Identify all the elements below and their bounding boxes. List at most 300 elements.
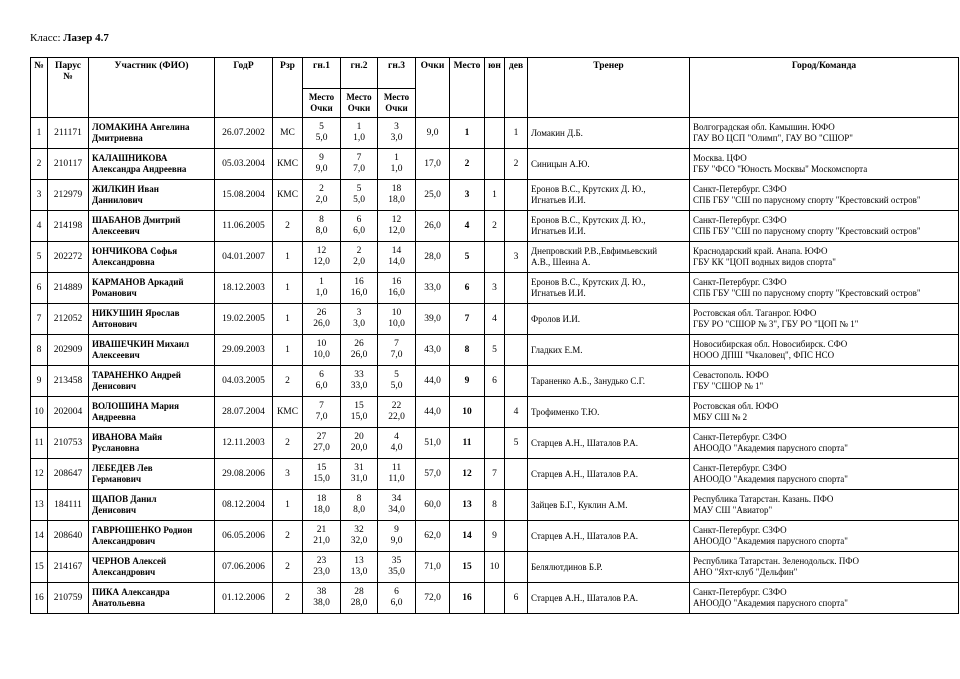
race3-result-line2: 4,0 xyxy=(390,443,403,453)
sport-rank: КМС xyxy=(273,149,303,180)
sail-number: 202004 xyxy=(48,397,89,428)
col-header-coach: Тренер xyxy=(528,58,690,118)
participant-name xyxy=(89,521,215,552)
participant-patronymic: Анатольевна xyxy=(92,598,145,608)
participant-name xyxy=(89,273,215,304)
city-team xyxy=(690,583,959,614)
boys-place: 6 xyxy=(485,366,505,397)
race3-result xyxy=(378,490,416,521)
col-header-boys: юн xyxy=(485,58,505,118)
coach-line1: Трофименко Т.Ю. xyxy=(531,406,600,417)
participant-patronymic: Руслановна xyxy=(92,443,140,453)
table-row xyxy=(31,211,959,242)
row-num: 9 xyxy=(31,366,48,397)
race3-result-line1: 34 xyxy=(391,494,402,504)
participant-patronymic: Александрович xyxy=(92,536,156,546)
birth-date: 19.02.2005 xyxy=(215,304,273,335)
race3-result-line1: 9 xyxy=(394,525,399,535)
team-line: ГАУ ВО ЦСП "Олимп", ГАУ ВО "СШОР" xyxy=(693,133,853,143)
race3-result xyxy=(378,428,416,459)
participant-name xyxy=(89,459,215,490)
total-points: 44,0 xyxy=(416,366,450,397)
table-row xyxy=(31,583,959,614)
participant-patronymic: Романович xyxy=(92,288,137,298)
race1-result xyxy=(303,180,341,211)
race2-result xyxy=(341,304,378,335)
participant-patronymic: Александрович xyxy=(92,567,156,577)
participant-surname-first: ВОЛОШИНА Мария xyxy=(92,401,179,411)
table-row xyxy=(31,459,959,490)
total-points: 17,0 xyxy=(416,149,450,180)
results-table xyxy=(30,57,959,614)
city-team xyxy=(690,242,959,273)
race2-result-line1: 8 xyxy=(356,494,362,504)
total-points: 33,0 xyxy=(416,273,450,304)
city-line: Санкт-Петербург. СЗФО xyxy=(693,215,787,225)
race2-result-line1: 7 xyxy=(356,153,362,163)
coach-line1: Еронов В.С., Крутских Д. Ю., xyxy=(531,215,646,225)
race1-result-line2: 38,0 xyxy=(313,598,330,608)
table-row xyxy=(31,521,959,552)
team-line: АНООДО "Академия парусного спорта" xyxy=(693,474,848,484)
race1-subheader xyxy=(303,89,341,118)
race3-result-line2: 11,0 xyxy=(388,474,405,484)
table-row xyxy=(31,180,959,211)
coach-line2: А.В., Шеина А. xyxy=(531,257,591,267)
total-points: 60,0 xyxy=(416,490,450,521)
total-points: 44,0 xyxy=(416,397,450,428)
race2-result-line1: 15 xyxy=(354,401,364,411)
race1-result xyxy=(303,211,341,242)
race3-result xyxy=(378,335,416,366)
city-team xyxy=(690,118,959,149)
race2-result xyxy=(341,397,378,428)
col-header-name: Участник (ФИО) xyxy=(89,58,215,118)
sail-number: 202272 xyxy=(48,242,89,273)
sail-number: 202909 xyxy=(48,335,89,366)
city-line: Волгоградская обл. Камышин. ЮФО xyxy=(693,122,835,132)
race2-result-line1: 32 xyxy=(354,525,364,535)
coach-line1: Старцев А.Н., Шаталов Р.А. xyxy=(531,437,639,448)
birth-date: 26.07.2002 xyxy=(215,118,273,149)
race1-result xyxy=(303,490,341,521)
race1-result-line2: 26,0 xyxy=(313,319,330,329)
boys-place xyxy=(485,242,505,273)
team-line: МАУ СШ "Авиатор" xyxy=(693,505,773,515)
race2-result xyxy=(341,273,378,304)
race2-result-line2: 32,0 xyxy=(350,536,368,546)
race3-result xyxy=(378,304,416,335)
race2-result xyxy=(341,521,378,552)
sport-rank: 1 xyxy=(273,242,303,273)
race1-result-line2: 18,0 xyxy=(313,505,330,515)
city-team xyxy=(690,459,959,490)
city-line: Новосибирская обл. Новосибирск. СФО xyxy=(693,339,848,349)
participant-patronymic: Александровна xyxy=(92,257,155,267)
race3-result-line1: 5 xyxy=(394,370,399,380)
final-place: 6 xyxy=(450,273,485,304)
sport-rank: 1 xyxy=(273,490,303,521)
city-team xyxy=(690,428,959,459)
boys-place: 7 xyxy=(485,459,505,490)
race3-result xyxy=(378,118,416,149)
city-team xyxy=(690,304,959,335)
race3-result xyxy=(378,180,416,211)
race2-result-line1: 28 xyxy=(354,587,364,597)
birth-date: 01.12.2006 xyxy=(215,583,273,614)
race3-result-line2: 9,0 xyxy=(390,536,403,546)
final-place: 15 xyxy=(450,552,485,583)
sail-number: 184111 xyxy=(48,490,89,521)
total-points: 25,0 xyxy=(416,180,450,211)
race3-result xyxy=(378,583,416,614)
race2-result-line2: 5,0 xyxy=(353,195,365,205)
race2-result-line2: 20,0 xyxy=(350,443,368,453)
row-num: 4 xyxy=(31,211,48,242)
race1-result-line1: 18 xyxy=(316,494,327,504)
row-num: 1 xyxy=(31,118,48,149)
participant-name xyxy=(89,335,215,366)
race1-result-line2: 9,0 xyxy=(315,164,328,174)
race3-result-line2: 34,0 xyxy=(388,505,405,515)
sub-place: Место xyxy=(346,92,372,102)
col-header-place: Место xyxy=(450,58,485,118)
race2-result-line2: 2,0 xyxy=(353,257,365,267)
boys-place: 4 xyxy=(485,304,505,335)
boys-place xyxy=(485,428,505,459)
sail-number: 208640 xyxy=(48,521,89,552)
participant-surname-first: ТАРАНЕНКО Андрей xyxy=(92,370,181,380)
race2-result-line2: 13,0 xyxy=(350,567,368,577)
class-label: Класс: xyxy=(30,32,61,44)
participant-surname-first: ИВАШЕЧКИН Михаил xyxy=(92,339,190,349)
participant-name xyxy=(89,490,215,521)
participant-surname-first: ШАБАНОВ Дмитрий xyxy=(92,215,181,225)
race1-result-line1: 2 xyxy=(319,184,324,194)
table-row xyxy=(31,149,959,180)
race2-result-line1: 26 xyxy=(354,339,364,349)
table-row xyxy=(31,242,959,273)
sub-place: Место xyxy=(383,92,410,102)
final-place: 5 xyxy=(450,242,485,273)
race1-result-line2: 6,0 xyxy=(315,381,328,391)
team-line: СПБ ГБУ "СШ по парусному спорту "Крестовский остров" xyxy=(693,288,921,298)
final-place: 13 xyxy=(450,490,485,521)
total-points: 62,0 xyxy=(416,521,450,552)
race2-result-line2: 33,0 xyxy=(350,381,368,391)
race1-result-line1: 26 xyxy=(316,308,327,318)
participant-name xyxy=(89,583,215,614)
sail-number: 214167 xyxy=(48,552,89,583)
race1-result xyxy=(303,149,341,180)
total-points: 72,0 xyxy=(416,583,450,614)
city-line: Москва. ЦФО xyxy=(693,153,747,163)
race2-result-line1: 1 xyxy=(356,122,362,132)
coach-line1: Тараненко А.Б., Занудько С.Г. xyxy=(531,375,646,386)
sail-number: 214889 xyxy=(48,273,89,304)
row-num: 12 xyxy=(31,459,48,490)
race1-result-line2: 27,0 xyxy=(313,443,330,453)
race2-result-line2: 1,0 xyxy=(353,133,365,143)
city-line: Ростовская обл. Таганрог. ЮФО xyxy=(693,308,817,318)
coach-line1: Белялютдинов Б.Р. xyxy=(531,561,603,572)
final-place: 11 xyxy=(450,428,485,459)
team-line: АНООДО "Академия парусного спорта" xyxy=(693,443,848,453)
participant-surname-first: КАЛАШНИКОВА xyxy=(92,153,168,163)
race3-result-line2: 6,0 xyxy=(390,598,403,608)
row-num: 5 xyxy=(31,242,48,273)
race3-result-line2: 12,0 xyxy=(388,226,405,236)
coach-line1: Старцев А.Н., Шаталов Р.А. xyxy=(531,468,639,479)
team-line: СПБ ГБУ "СШ по парусному спорту "Крестовский остров" xyxy=(693,195,921,205)
race2-result-line1: 33 xyxy=(354,370,364,380)
race1-result xyxy=(303,583,341,614)
sub-points: Очки xyxy=(385,103,408,113)
row-num: 11 xyxy=(31,428,48,459)
coach xyxy=(528,366,690,397)
col-header-race3: гн.3 xyxy=(378,58,416,89)
participant-name xyxy=(89,366,215,397)
race1-result-line2: 10,0 xyxy=(313,350,330,360)
city-team xyxy=(690,149,959,180)
sub-points: Очки xyxy=(347,103,371,113)
row-num: 15 xyxy=(31,552,48,583)
sub-place: Место xyxy=(308,92,335,102)
final-place: 7 xyxy=(450,304,485,335)
race1-result-line2: 2,0 xyxy=(315,195,328,205)
coach-line1: Зайцев Б.Г., Куклин А.М. xyxy=(531,499,628,510)
sport-rank: 2 xyxy=(273,521,303,552)
race1-result xyxy=(303,428,341,459)
row-num: 2 xyxy=(31,149,48,180)
boys-place: 2 xyxy=(485,211,505,242)
race3-result-line1: 11 xyxy=(391,463,402,473)
participant-patronymic: Германович xyxy=(92,474,142,484)
girls-place xyxy=(505,521,528,552)
race1-result-line1: 21 xyxy=(316,525,327,535)
race1-result-line1: 7 xyxy=(319,401,324,411)
col-header-girls: дев xyxy=(505,58,528,118)
race3-result-line1: 1 xyxy=(394,153,399,163)
participant-name xyxy=(89,211,215,242)
total-points: 57,0 xyxy=(416,459,450,490)
race2-result xyxy=(341,583,378,614)
race1-result-line1: 5 xyxy=(319,122,324,132)
race3-result-line2: 10,0 xyxy=(388,319,405,329)
participant-patronymic: Денисович xyxy=(92,381,137,391)
sport-rank: КМС xyxy=(273,180,303,211)
col-header-race1: гн.1 xyxy=(303,58,341,89)
row-num: 10 xyxy=(31,397,48,428)
participant-surname-first: ЛЕБЕДЕВ Лев xyxy=(92,463,153,473)
birth-date: 07.06.2006 xyxy=(215,552,273,583)
final-place: 14 xyxy=(450,521,485,552)
race3-result-line1: 4 xyxy=(394,432,399,442)
sport-rank: 1 xyxy=(273,273,303,304)
sail-number: 212979 xyxy=(48,180,89,211)
row-num: 3 xyxy=(31,180,48,211)
race1-result xyxy=(303,242,341,273)
participant-patronymic: Антонович xyxy=(92,319,138,329)
table-row xyxy=(31,397,959,428)
birth-date: 04.01.2007 xyxy=(215,242,273,273)
participant-name xyxy=(89,397,215,428)
participant-name xyxy=(89,180,215,211)
race1-result-line1: 38 xyxy=(316,587,327,597)
coach xyxy=(528,304,690,335)
race2-result-line1: 20 xyxy=(354,432,364,442)
participant-patronymic: Алексеевич xyxy=(92,226,140,236)
race1-result-line2: 7,0 xyxy=(315,412,328,422)
girls-place xyxy=(505,304,528,335)
col-header-race2: гн.2 xyxy=(341,58,378,89)
race3-result-line2: 35,0 xyxy=(388,567,405,577)
boys-place: 1 xyxy=(485,180,505,211)
city-team xyxy=(690,273,959,304)
row-num: 14 xyxy=(31,521,48,552)
team-line: ГБУ "СШОР № 1" xyxy=(693,381,764,391)
race1-result-line1: 10 xyxy=(316,339,327,349)
girls-place xyxy=(505,211,528,242)
race1-result xyxy=(303,521,341,552)
race1-result xyxy=(303,459,341,490)
race3-result-line1: 14 xyxy=(391,246,402,256)
final-place: 10 xyxy=(450,397,485,428)
participant-surname-first: ЖИЛКИН Иван xyxy=(92,184,159,194)
header-row xyxy=(31,58,959,89)
race2-result-line1: 13 xyxy=(354,556,364,566)
girls-place: 3 xyxy=(505,242,528,273)
birth-date: 15.08.2004 xyxy=(215,180,273,211)
race2-result xyxy=(341,242,378,273)
row-num: 8 xyxy=(31,335,48,366)
sail-number: 210759 xyxy=(48,583,89,614)
final-place: 16 xyxy=(450,583,485,614)
table-row xyxy=(31,552,959,583)
coach xyxy=(528,242,690,273)
race3-subheader xyxy=(378,89,416,118)
race3-result-line2: 5,0 xyxy=(390,381,403,391)
race2-result-line2: 15,0 xyxy=(350,412,368,422)
girls-place: 1 xyxy=(505,118,528,149)
total-points: 71,0 xyxy=(416,552,450,583)
sail-number: 210117 xyxy=(48,149,89,180)
col-header-points: Очки xyxy=(416,58,450,118)
sport-rank: 2 xyxy=(273,583,303,614)
race2-result xyxy=(341,490,378,521)
boys-place: 5 xyxy=(485,335,505,366)
city-line: Санкт-Петербург. СЗФО xyxy=(693,432,787,442)
girls-place xyxy=(505,459,528,490)
sail-number: 211171 xyxy=(48,118,89,149)
race2-result xyxy=(341,428,378,459)
race1-result xyxy=(303,552,341,583)
team-line: АНООДО "Академия парусного спорта" xyxy=(693,598,848,608)
race3-result xyxy=(378,366,416,397)
city-line: Санкт-Петербург. СЗФО xyxy=(693,184,787,194)
participant-patronymic: Даниилович xyxy=(92,195,143,205)
race3-result-line1: 3 xyxy=(394,122,399,132)
sport-rank: МС xyxy=(273,118,303,149)
col-header-num: № xyxy=(31,58,48,118)
race1-result-line2: 15,0 xyxy=(313,474,330,484)
coach xyxy=(528,118,690,149)
race2-result-line1: 31 xyxy=(354,463,364,473)
birth-date: 04.03.2005 xyxy=(215,366,273,397)
race1-result-line1: 27 xyxy=(316,432,327,442)
girls-place: 2 xyxy=(505,149,528,180)
final-place: 4 xyxy=(450,211,485,242)
sport-rank: 2 xyxy=(273,552,303,583)
participant-name xyxy=(89,428,215,459)
coach xyxy=(528,428,690,459)
team-line: АНООДО "Академия парусного спорта" xyxy=(693,536,848,546)
boys-place: 10 xyxy=(485,552,505,583)
sport-rank: 2 xyxy=(273,366,303,397)
coach xyxy=(528,490,690,521)
sport-rank: 2 xyxy=(273,211,303,242)
birth-date: 08.12.2004 xyxy=(215,490,273,521)
race3-result-line2: 22,0 xyxy=(388,412,405,422)
race1-result-line1: 15 xyxy=(316,463,327,473)
race2-result-line1: 5 xyxy=(356,184,362,194)
race2-result-line2: 16,0 xyxy=(350,288,368,298)
coach xyxy=(528,273,690,304)
participant-patronymic: Андреевна xyxy=(92,412,136,422)
participant-patronymic: Дмитриевна xyxy=(92,133,143,143)
race1-result xyxy=(303,335,341,366)
coach-line1: Гладких Е.М. xyxy=(531,344,583,355)
coach-line1: Ломакин Д.Б. xyxy=(531,127,583,138)
table-row xyxy=(31,490,959,521)
race3-result-line1: 22 xyxy=(391,401,402,411)
coach xyxy=(528,180,690,211)
sport-rank: 1 xyxy=(273,304,303,335)
table-row xyxy=(31,118,959,149)
city-line: Республика Татарстан. Зеленодольск. ПФО xyxy=(693,556,860,566)
coach-line1: Днепровский Р.В.,Евфимьевский xyxy=(531,246,658,256)
sail-number: 212052 xyxy=(48,304,89,335)
final-place: 3 xyxy=(450,180,485,211)
race3-result xyxy=(378,149,416,180)
sport-rank: КМС xyxy=(273,397,303,428)
race1-result xyxy=(303,273,341,304)
sail-number: 214198 xyxy=(48,211,89,242)
boys-place: 9 xyxy=(485,521,505,552)
race2-result xyxy=(341,211,378,242)
city-team xyxy=(690,211,959,242)
race3-result-line2: 7,0 xyxy=(390,350,403,360)
race3-result-line2: 18,0 xyxy=(388,195,405,205)
race3-result xyxy=(378,521,416,552)
coach-line1: Фролов И.И. xyxy=(531,313,580,324)
race2-result-line2: 7,0 xyxy=(353,164,365,174)
race1-result-line1: 8 xyxy=(319,215,324,225)
race1-result-line2: 21,0 xyxy=(313,536,330,546)
girls-place: 4 xyxy=(505,397,528,428)
race1-result xyxy=(303,304,341,335)
sail-number: 213458 xyxy=(48,366,89,397)
race3-result-line2: 3,0 xyxy=(390,133,403,143)
coach-line2: Игнатьев И.И. xyxy=(531,288,586,298)
participant-surname-first: ЩАПОВ Данил xyxy=(92,494,157,504)
final-place: 1 xyxy=(450,118,485,149)
birth-date: 28.07.2004 xyxy=(215,397,273,428)
girls-place xyxy=(505,180,528,211)
sport-rank: 2 xyxy=(273,428,303,459)
team-line: АНО "Яхт-клуб "Дельфин" xyxy=(693,567,798,577)
race3-result-line1: 10 xyxy=(391,308,402,318)
